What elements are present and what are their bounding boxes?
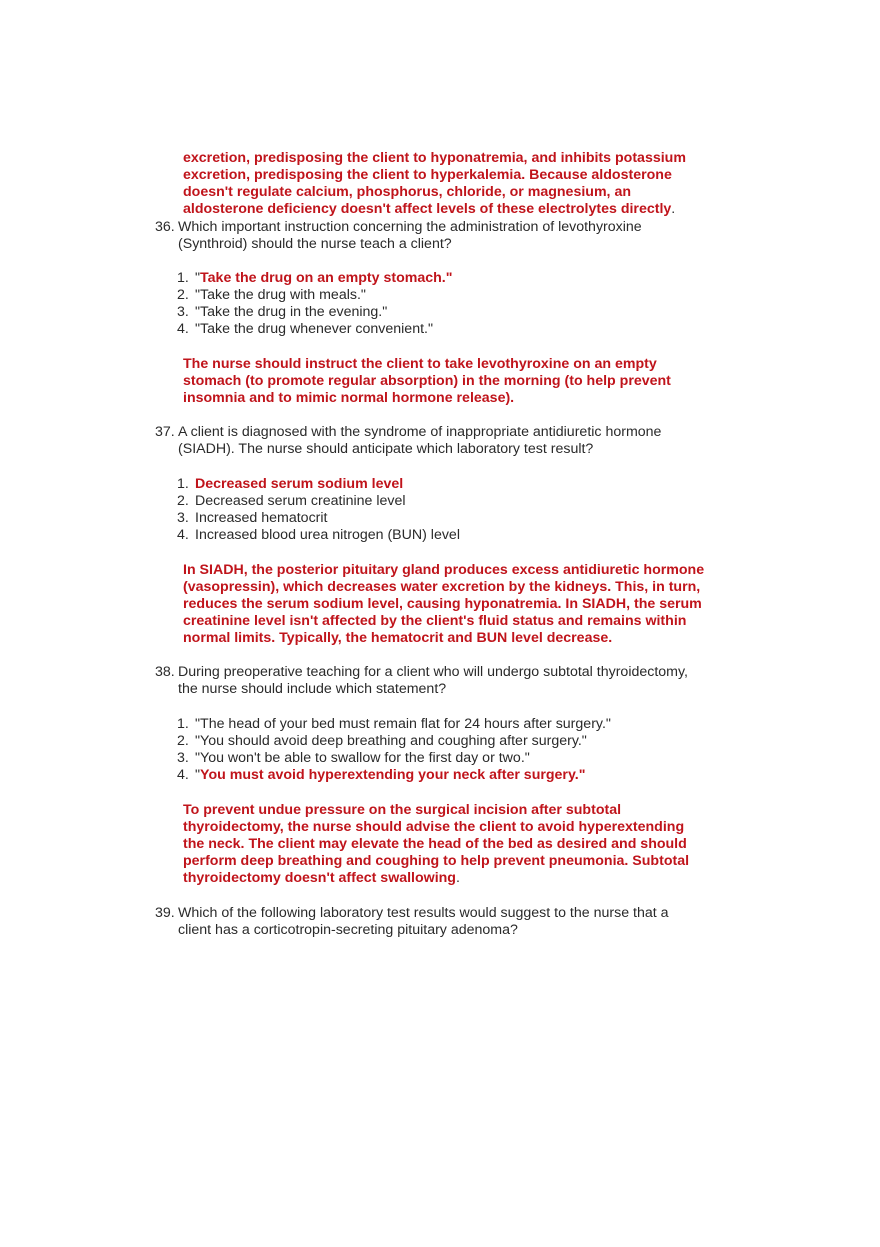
rationale-line: excretion, predisposing the client to hyperkalemia. Because aldosterone — [183, 167, 672, 183]
question-39 — [155, 905, 755, 939]
continued-rationale — [183, 150, 743, 218]
rationale-line: excretion, predisposing the client to hyponatremia, and inhibits potassium — [183, 150, 686, 166]
option-2: 2. "You should avoid deep breathing and coughing after surgery." — [177, 733, 587, 749]
question-number: 37. — [155, 424, 175, 440]
question-37-rationale: In SIADH, the posterior pituitary gland produces excess antidiuretic hormone (vasopressin), which decreases water excretion by the kidneys. This, in turn, reduces the serum sodium level, causing hyponatremia. In SIADH, the serum creatinine level isn't affected by the client's fluid status and remains within normal limits. Typically, the hematocrit and BUN level decrease. — [183, 562, 705, 646]
option-4-correct: 4. "You must avoid hyperextending your neck after surgery." — [177, 767, 586, 783]
option-2: 2. Decreased serum creatinine level — [177, 493, 406, 509]
question-36-options — [177, 270, 737, 338]
option-4: 4. "Take the drug whenever convenient." — [177, 321, 434, 337]
question-37-options — [177, 476, 737, 544]
question-stem: Which important instruction concerning the administration of levothyroxine (Synthroid) should the nurse teach a client? — [178, 219, 642, 252]
option-1: 1. "The head of your bed must remain flat for 24 hours after surgery." — [177, 716, 611, 732]
question-stem: A client is diagnosed with the syndrome of inappropriate antidiuretic hormone (SIADH). The nurse should anticipate which laboratory test result? — [178, 424, 662, 457]
question-36-rationale: The nurse should instruct the client to take levothyroxine on an empty stomach (to promote regular absorption) in the morning (to help prevent insomnia and to mimic normal hormone release). — [183, 356, 671, 406]
option-3: 3. "You won't be able to swallow for the first day or two." — [177, 750, 530, 766]
question-number: 39. — [155, 905, 175, 921]
question-38-options — [177, 716, 737, 784]
question-37 — [155, 424, 755, 458]
option-4: 4. Increased blood urea nitrogen (BUN) level — [177, 527, 460, 543]
option-3: 3. "Take the drug in the evening." — [177, 304, 388, 320]
question-number: 38. — [155, 664, 175, 680]
option-2: 2. "Take the drug with meals." — [177, 287, 366, 303]
option-1-correct: 1. Decreased serum sodium level — [177, 476, 404, 492]
option-1-correct: 1. "Take the drug on an empty stomach." — [177, 270, 453, 286]
question-stem: During preoperative teaching for a client who will undergo subtotal thyroidectomy, the nurse should include which statement? — [178, 664, 688, 697]
rationale-line: aldosterone deficiency doesn't affect levels of these electrolytes directly. — [183, 201, 676, 217]
question-stem: Which of the following laboratory test results would suggest to the nurse that a client has a corticotropin-secreting pituitary adenoma? — [178, 905, 669, 938]
question-number: 36. — [155, 219, 175, 235]
option-3: 3. Increased hematocrit — [177, 510, 328, 526]
rationale-line: doesn't regulate calcium, phosphorus, chloride, or magnesium, an — [183, 184, 632, 200]
question-38 — [155, 664, 755, 698]
question-36 — [155, 219, 755, 253]
question-38-rationale: To prevent undue pressure on the surgical incision after subtotal thyroidectomy, the nurse should advise the client to avoid hyperextending the neck. The client may elevate the head of the bed as desired and should perform deep breathing and coughing to help prevent pneumonia. Subtotal thyroidectomy doesn't affect swallowing. — [183, 802, 690, 886]
